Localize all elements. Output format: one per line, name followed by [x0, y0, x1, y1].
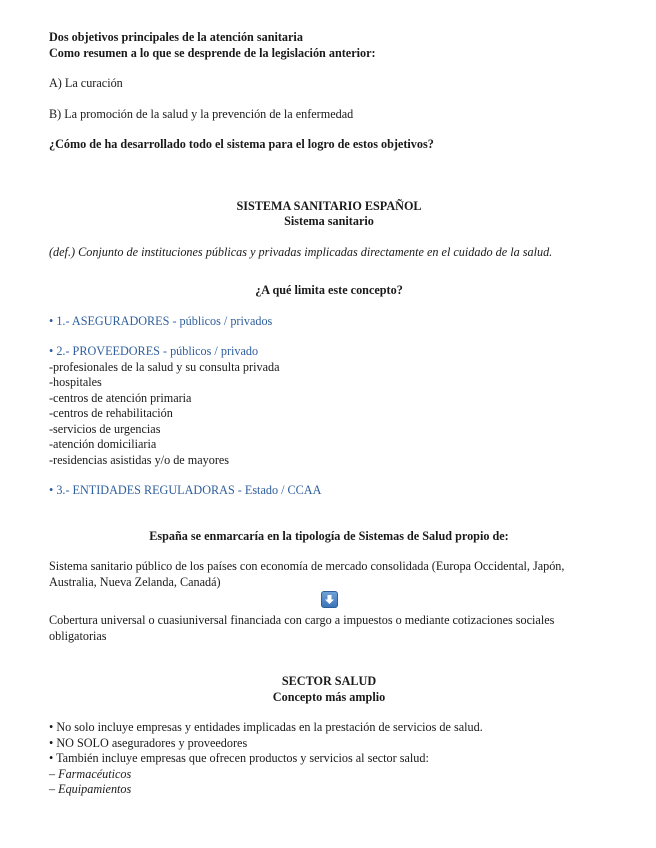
provider-item: -centros de rehabilitación [49, 406, 173, 420]
provider-item: -servicios de urgencias [49, 421, 161, 436]
intro-question: ¿Cómo de ha desarrollado todo el sistema para el logro de estos objetivos? [49, 137, 434, 151]
provider-item: -atención domiciliaria [49, 437, 157, 451]
sector-item: • No solo incluye empresas y entidades implicadas en la prestación de servicios de salud. [49, 720, 483, 734]
sector-heading: SECTOR SALUD [281, 674, 377, 688]
bullet-aseguradores: • 1.- ASEGURADORES - públicos / privados [49, 313, 273, 328]
objective-a: A) La curación [49, 76, 123, 90]
provider-item: -profesionales de la salud y su consulta privada [49, 359, 280, 374]
provider-item: -centros de atención primaria [49, 390, 192, 405]
sistema-heading: SISTEMA SANITARIO ESPAÑOL [236, 198, 422, 213]
intro-subtitle: Como resumen a lo que se desprende de la legislación anterior: [49, 45, 376, 60]
tipologia-heading: España se enmarcaría en la tipología de Sistemas de Salud propio de: [149, 528, 509, 543]
sistema-definition: (def.) Conjunto de instituciones públicas y privadas implicadas directamente en el cuidado de la salud. [49, 244, 553, 259]
down-arrow-icon [321, 591, 338, 608]
sector-item: • También incluye empresas que ofrecen productos y servicios al sector salud: [49, 751, 429, 765]
tipologia-text-2: Cobertura universal o cuasiuniversal financiada con cargo a impuestos o mediante cotizaciones sociales obligatorias [49, 613, 555, 643]
tipologia-text-1: Sistema sanitario público de los países con economía de mercado consolidada (Europa Occidental, Japón, Australia, Nueva Zelanda, Canadá) [49, 559, 565, 589]
provider-item: -hospitales [49, 375, 102, 389]
bullet-reguladoras: • 3.- ENTIDADES REGULADORAS - Estado / CCAA [49, 483, 322, 497]
bullet-proveedores: • 2.- PROVEEDORES - públicos / privado [49, 344, 259, 358]
sector-subheading: Concepto más amplio [272, 689, 386, 704]
sistema-subheading: Sistema sanitario [284, 214, 374, 228]
sector-subitem: – Farmacéuticos [49, 766, 132, 781]
objective-b: B) La promoción de la salud y la prevención de la enfermedad [49, 106, 354, 121]
provider-item: -residencias asistidas y/o de mayores [49, 452, 230, 467]
sector-item: • NO SOLO aseguradores y proveedores [49, 735, 248, 750]
arrow-row [49, 591, 609, 613]
sector-subitem: – Equipamientos [49, 782, 132, 796]
sistema-question: ¿A qué limita este concepto? [255, 283, 403, 297]
intro-title: Dos objetivos principales de la atención sanitaria [49, 30, 303, 44]
document-page [49, 30, 609, 798]
